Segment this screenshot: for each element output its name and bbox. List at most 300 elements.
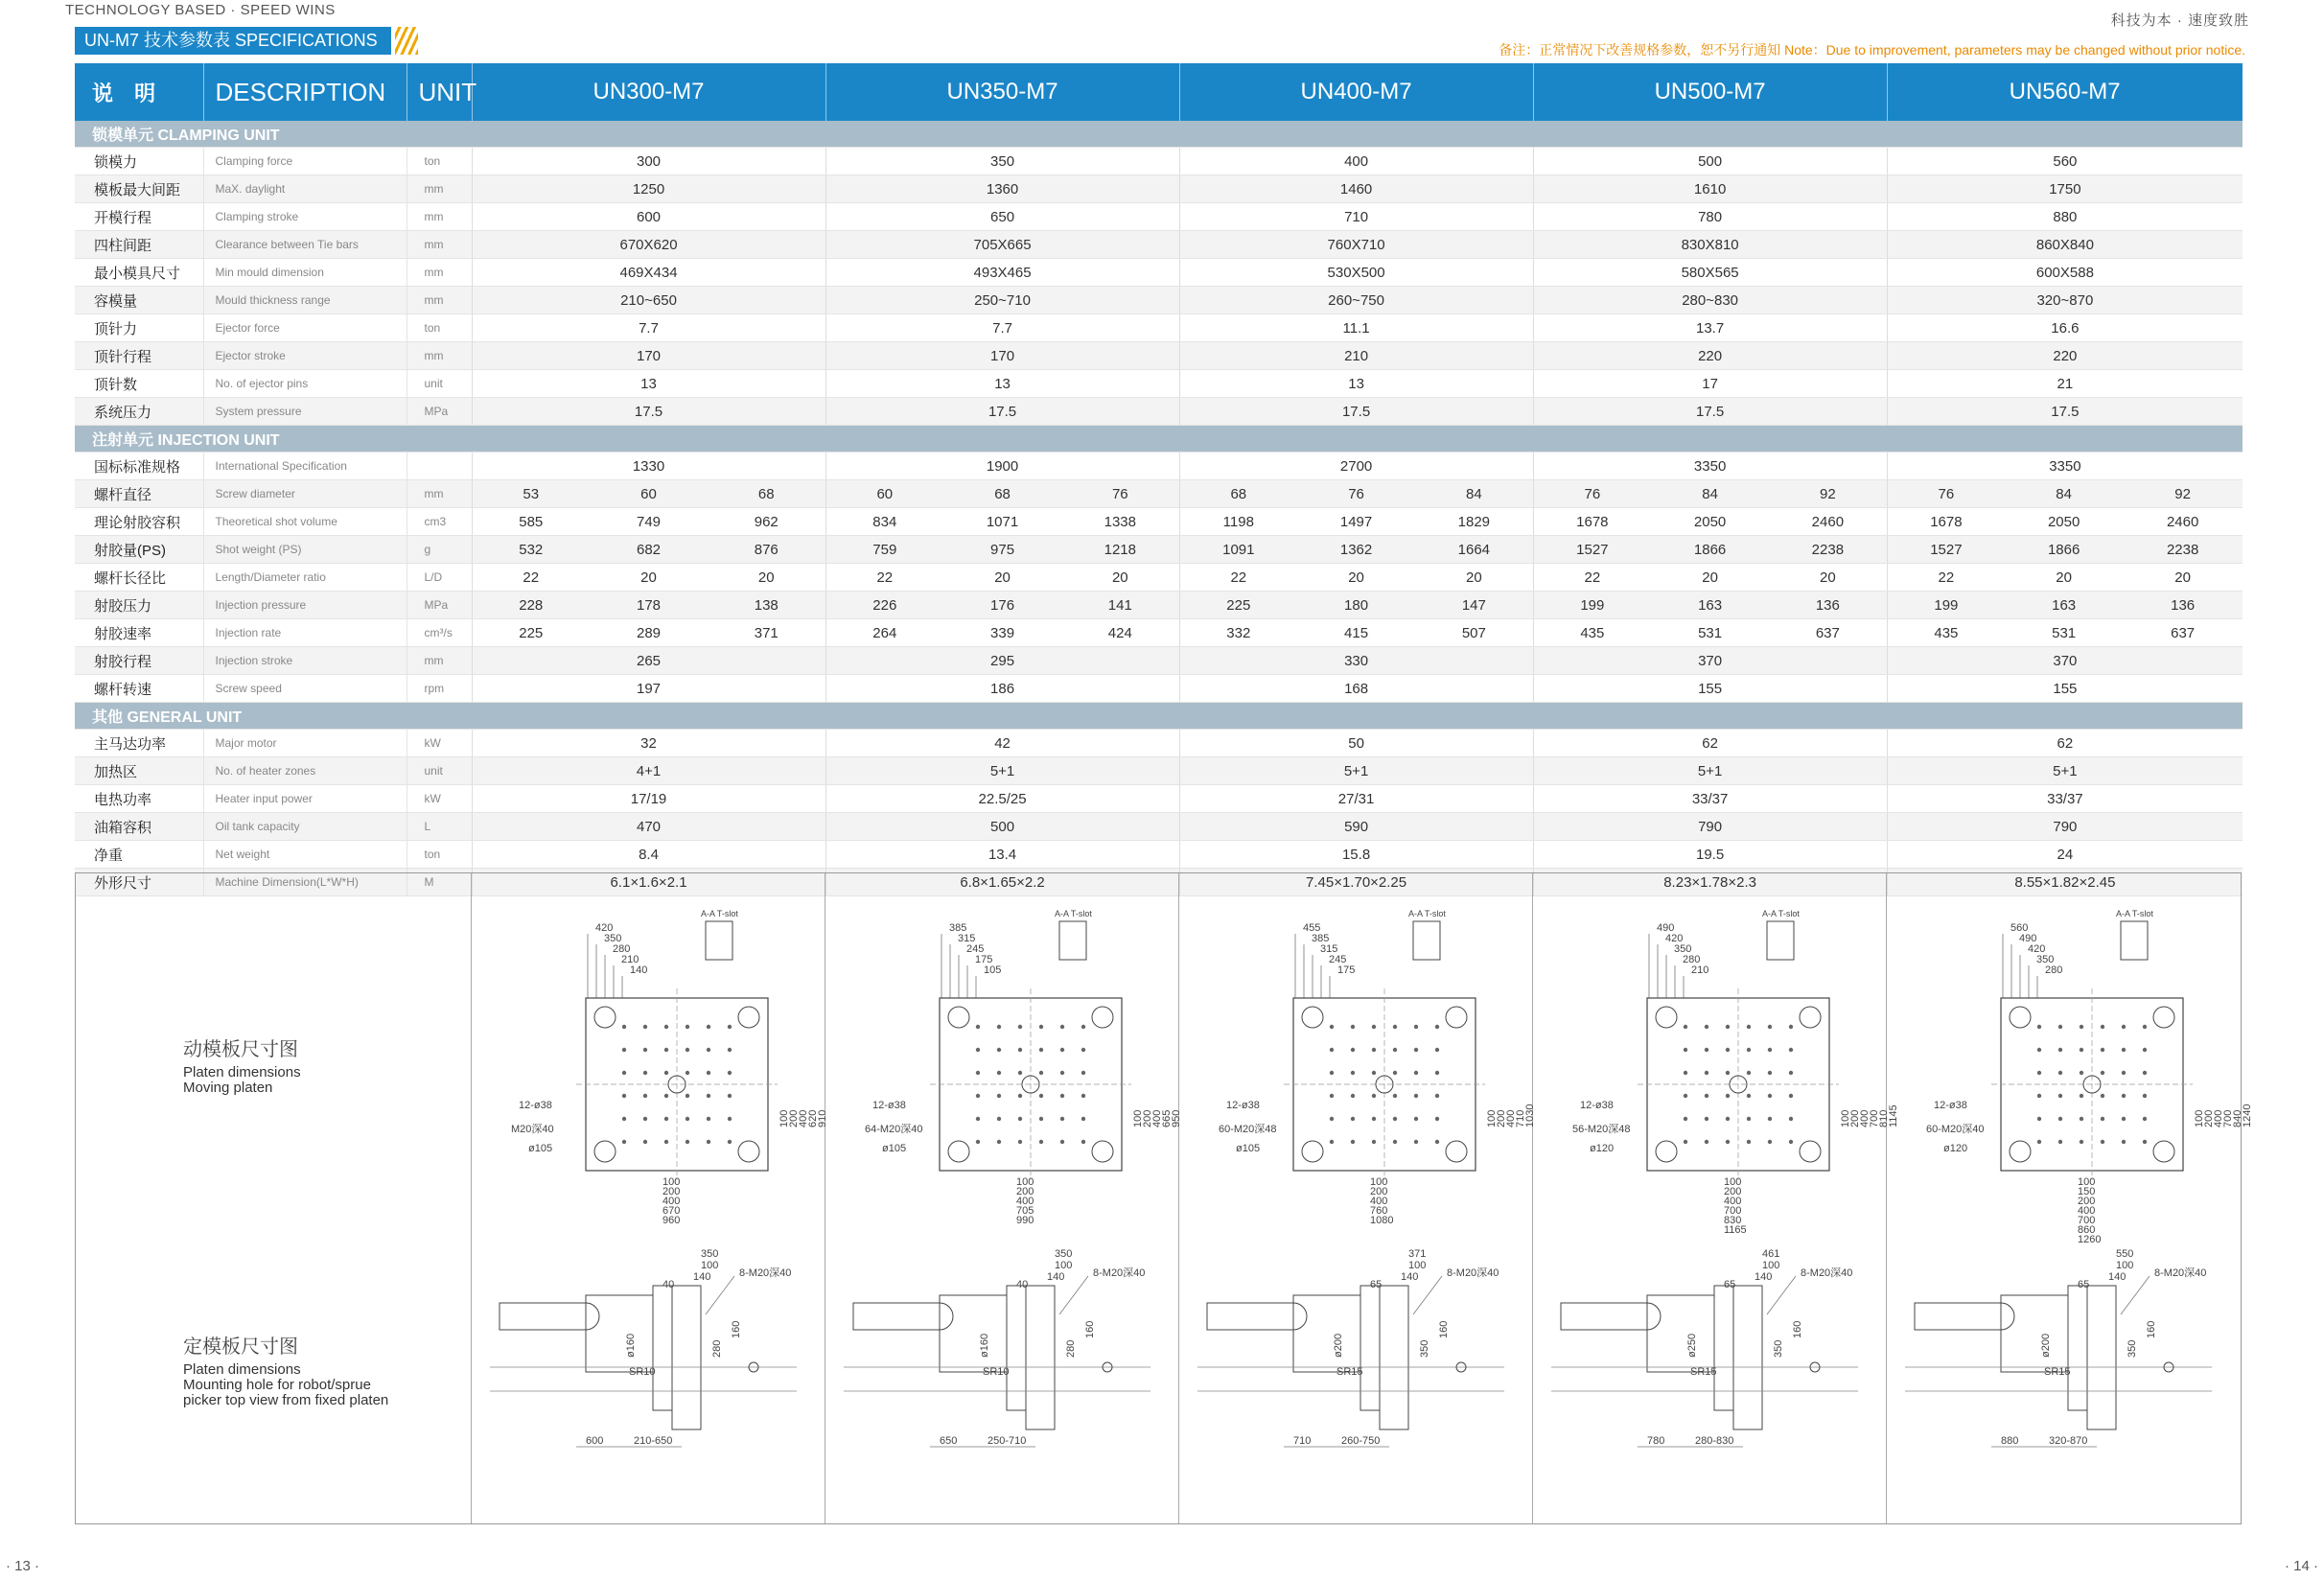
tie-bar-hole: [2153, 1007, 2174, 1028]
radius-label: SR15: [1690, 1366, 1717, 1378]
bolt-hole: [2037, 1140, 2041, 1144]
dim-label: 65: [1724, 1279, 1736, 1290]
dim-label: 40: [662, 1279, 675, 1290]
moving-platen-drawing: [1926, 909, 2253, 1245]
bolt-hole: [976, 1048, 980, 1052]
slogan: 科技为本 · 速度致胜: [2110, 12, 2249, 29]
dim-label: 40: [1016, 1279, 1029, 1290]
model-header: UN500-M7: [1533, 63, 1887, 121]
param-unit: L: [407, 813, 472, 841]
col-header-description: DESCRIPTION: [203, 63, 407, 121]
param-value: 76: [1887, 480, 2005, 508]
dim-label: 210-650: [634, 1435, 673, 1447]
tagline: TECHNOLOGY BASED · SPEED WINS: [65, 2, 336, 18]
tie-bar-hole: [1800, 1007, 1821, 1028]
bolt-hole: [707, 1025, 710, 1029]
diameter-label: ø250: [1686, 1333, 1698, 1358]
dim-label: 210: [621, 954, 639, 965]
param-value: 186: [825, 675, 1179, 703]
bolt-hole: [686, 1117, 689, 1121]
dim-label: 1080: [1370, 1215, 1394, 1226]
dim-label: 705: [1016, 1205, 1034, 1217]
bolt-hole: [1684, 1117, 1687, 1121]
dim-label: 960: [662, 1215, 681, 1226]
bolt-hole: [2058, 1071, 2062, 1075]
bolt-hole: [707, 1071, 710, 1075]
dim-label: 250-710: [988, 1435, 1027, 1447]
param-value: 22: [1887, 564, 2005, 592]
bolt-hole: [1351, 1094, 1355, 1098]
param-name-en: Injection rate: [203, 619, 407, 647]
dim-label: 600: [586, 1435, 604, 1447]
dim-label: 670: [662, 1205, 681, 1217]
bolt-hole: [2122, 1048, 2126, 1052]
bolt-hole: [1705, 1140, 1708, 1144]
dim-label: 100: [701, 1260, 719, 1271]
thread-hole-label: 8-M20深40: [2154, 1267, 2207, 1279]
param-value: 17/19: [472, 785, 825, 813]
tie-bar-hole: [1302, 1007, 1323, 1028]
param-value: 68: [1179, 480, 1297, 508]
bolt-hole: [622, 1094, 626, 1098]
dim-label: 350: [1674, 943, 1692, 955]
param-value: 600X588: [1887, 259, 2243, 287]
thread-hole-label: 60-M20深40: [1926, 1124, 1985, 1135]
bolt-hole: [664, 1071, 668, 1075]
dim-label: 160: [2146, 1320, 2157, 1338]
param-value: 590: [1179, 813, 1533, 841]
flange-outline: [1360, 1286, 1380, 1410]
bolt-hole: [2122, 1071, 2126, 1075]
nozzle-outline: [1561, 1303, 1661, 1330]
dim-label: 200: [662, 1186, 681, 1197]
dim-label: 400: [2213, 1109, 2224, 1127]
param-value: 22: [472, 564, 590, 592]
param-value: 147: [1415, 592, 1533, 619]
table-row: [75, 619, 2243, 647]
param-name-en: System pressure: [203, 398, 407, 426]
tie-bar-hole: [1092, 1007, 1113, 1028]
bolt-hole: [2101, 1140, 2104, 1144]
bolt-hole: [622, 1140, 626, 1144]
bolt-hole: [2143, 1025, 2147, 1029]
dim-label: 100: [1408, 1260, 1427, 1271]
param-value: 22: [1179, 564, 1297, 592]
param-value: 220: [1887, 342, 2243, 370]
dim-label: 100: [1486, 1109, 1498, 1127]
param-value: 68: [708, 480, 825, 508]
dim-label: 1145: [1888, 1104, 1899, 1127]
dim-label: 200: [1849, 1109, 1861, 1127]
param-value: 1338: [1061, 508, 1179, 536]
moving-platen-drawing: [1572, 909, 1899, 1236]
param-value: 1610: [1533, 175, 1887, 203]
bolt-hole: [1351, 1117, 1355, 1121]
bolt-hole: [1789, 1140, 1793, 1144]
bolt-hole: [1330, 1048, 1334, 1052]
diameter-label: ø160: [979, 1333, 990, 1358]
bolt-hole: [2080, 1025, 2083, 1029]
param-name-zh: 螺杆转速: [75, 675, 203, 703]
bolt-hole: [1060, 1025, 1064, 1029]
param-name-zh: 射胶速率: [75, 619, 203, 647]
dim-label: 100: [662, 1176, 681, 1188]
param-name-zh: 加热区: [75, 757, 203, 785]
bolt-hole: [1081, 1117, 1085, 1121]
bolt-hole: [1414, 1048, 1418, 1052]
param-value: 22: [1533, 564, 1651, 592]
bolt-hole: [622, 1025, 626, 1029]
section-clamping: [75, 121, 2243, 148]
fixed-platen-outline: [2087, 1286, 2116, 1429]
dim-label: 400: [1016, 1196, 1034, 1207]
fixed-platen-outline: [672, 1286, 701, 1429]
bolt-hole: [1039, 1117, 1043, 1121]
bolt-hole: [1684, 1048, 1687, 1052]
param-value: 5+1: [1179, 757, 1533, 785]
page-number-left: · 13 ·: [6, 1558, 40, 1574]
param-value: 415: [1297, 619, 1415, 647]
param-value: 710: [1179, 203, 1533, 231]
dim-label: 840: [2232, 1109, 2243, 1127]
moving-platen-sub1: Platen dimensions: [183, 1064, 301, 1080]
nozzle-outline: [1207, 1303, 1307, 1330]
bolt-hole: [622, 1048, 626, 1052]
bolt-hole: [1018, 1117, 1022, 1121]
dim-label: 560: [2010, 922, 2029, 934]
bolt-hole: [686, 1025, 689, 1029]
bolt-hole: [1393, 1117, 1397, 1121]
bolt-hole: [2058, 1048, 2062, 1052]
bolt-hole: [997, 1048, 1001, 1052]
param-value: 11.1: [1179, 314, 1533, 342]
bolt-hole: [2143, 1094, 2147, 1098]
bolt-hole: [2101, 1048, 2104, 1052]
dim-label: 455: [1303, 922, 1321, 934]
radius-label: SR10: [983, 1366, 1010, 1378]
param-unit: unit: [407, 370, 472, 398]
param-unit: ton: [407, 314, 472, 342]
param-value: 424: [1061, 619, 1179, 647]
param-name-zh: 容模量: [75, 287, 203, 314]
param-name-zh: 顶针力: [75, 314, 203, 342]
dim-label: 400: [1505, 1109, 1517, 1127]
dim-label: 260-750: [1341, 1435, 1381, 1447]
dim-label: 100: [1724, 1176, 1742, 1188]
table-row: [75, 508, 2243, 536]
bolt-hole: [1435, 1140, 1439, 1144]
param-name-zh: 射胶行程: [75, 647, 203, 675]
dim-label: 200: [1370, 1186, 1388, 1197]
param-name-zh: 外形尺寸: [75, 869, 203, 896]
bolt-hole: [1039, 1071, 1043, 1075]
bolt-hole: [1684, 1071, 1687, 1075]
param-value: 62: [1887, 730, 2243, 757]
dim-label: 65: [1370, 1279, 1383, 1290]
param-value: 1900: [825, 453, 1179, 480]
bolt-hole: [1018, 1071, 1022, 1075]
dim-label: 200: [2078, 1196, 2096, 1207]
tie-bar-hole: [1656, 1007, 1677, 1028]
param-value: 62: [1533, 730, 1887, 757]
param-unit: mm: [407, 287, 472, 314]
param-name-en: Screw speed: [203, 675, 407, 703]
param-name-zh: 螺杆长径比: [75, 564, 203, 592]
table-row: [75, 730, 2243, 757]
param-name-zh: 电热功率: [75, 785, 203, 813]
param-name-zh: 理论射胶容积: [75, 508, 203, 536]
param-value: 32: [472, 730, 825, 757]
dim-label: 461: [1762, 1248, 1780, 1260]
param-value: 199: [1887, 592, 2005, 619]
bolt-hole: [2101, 1094, 2104, 1098]
bolt-hole: [1414, 1140, 1418, 1144]
bolt-hole: [1039, 1048, 1043, 1052]
param-value: 530X500: [1179, 259, 1533, 287]
thread-hole-label: 60-M20深48: [1219, 1124, 1277, 1135]
thread-hole-label: 8-M20深40: [739, 1267, 792, 1279]
param-name-zh: 锁模力: [75, 148, 203, 175]
param-name-en: Net weight: [203, 841, 407, 869]
tie-bar-hole: [594, 1141, 616, 1162]
bolt-hole: [1351, 1140, 1355, 1144]
dim-label: 350: [2036, 954, 2055, 965]
platen-drawings-area: [75, 872, 2253, 1524]
param-value: 84: [1651, 480, 1769, 508]
bolt-hole: [707, 1140, 710, 1144]
param-value: 705X665: [825, 231, 1179, 259]
bolt-hole: [1789, 1094, 1793, 1098]
table-row: [75, 536, 2243, 564]
param-value: 1678: [1533, 508, 1651, 536]
bolt-hole: [2058, 1094, 2062, 1098]
bolt-hole: [728, 1048, 732, 1052]
param-value: 17: [1533, 370, 1887, 398]
table-row: [75, 342, 2243, 370]
section-title: 其他 GENERAL UNIT: [75, 703, 2243, 730]
param-unit: mm: [407, 203, 472, 231]
bolt-hole: [997, 1071, 1001, 1075]
param-name-zh: 螺杆直径: [75, 480, 203, 508]
bolt-hole: [997, 1094, 1001, 1098]
bolt-hole: [2143, 1048, 2147, 1052]
param-value: 8.4: [472, 841, 825, 869]
bolt-hole: [2122, 1025, 2126, 1029]
bolt-hole: [1726, 1048, 1730, 1052]
dim-label: 490: [2019, 933, 2037, 944]
param-value: 759: [825, 536, 943, 564]
param-value: 264: [825, 619, 943, 647]
bolt-hole: [2037, 1025, 2041, 1029]
param-name-en: Major motor: [203, 730, 407, 757]
bolt-hole: [707, 1117, 710, 1121]
slot-detail: [1413, 921, 1440, 960]
dim-label: 665: [1161, 1109, 1173, 1127]
param-value: 500: [825, 813, 1179, 841]
dim-label: 350: [1419, 1339, 1430, 1358]
bolt-hole: [643, 1140, 647, 1144]
bolt-hole: [1705, 1071, 1708, 1075]
param-value: 92: [2123, 480, 2243, 508]
thread-hole-label: 8-M20深40: [1801, 1267, 1853, 1279]
slot-label: A-A T-slot: [1055, 909, 1092, 918]
bolt-hole: [2143, 1071, 2147, 1075]
param-value: 1091: [1179, 536, 1297, 564]
bolt-hole: [1726, 1094, 1730, 1098]
dim-label: 880: [2001, 1435, 2019, 1447]
param-value: 155: [1533, 675, 1887, 703]
tie-bar-hole: [1302, 1141, 1323, 1162]
param-value: 834: [825, 508, 943, 536]
bolt-hole: [728, 1071, 732, 1075]
param-name-en: Heater input power: [203, 785, 407, 813]
table-row: [75, 592, 2243, 619]
fixed-platen-drawing: [844, 1248, 1150, 1447]
param-name-en: Clamping force: [203, 148, 407, 175]
param-value: 8.55×1.82×2.45: [1887, 869, 2243, 896]
bolt-hole: [1705, 1117, 1708, 1121]
bolt-hole: [707, 1094, 710, 1098]
tie-bar-hole: [948, 1141, 969, 1162]
param-value: 371: [708, 619, 825, 647]
dim-label: 350: [2126, 1339, 2138, 1358]
param-value: 2460: [2123, 508, 2243, 536]
model-header: UN350-M7: [825, 63, 1179, 121]
table-row: [75, 757, 2243, 785]
flange-outline: [2068, 1286, 2087, 1410]
bolt-hole: [1414, 1071, 1418, 1075]
bolt-hole: [1705, 1048, 1708, 1052]
param-value: 33/37: [1887, 785, 2243, 813]
param-unit: rpm: [407, 675, 472, 703]
param-value: 1330: [472, 453, 825, 480]
bolt-hole: [728, 1025, 732, 1029]
param-value: 975: [943, 536, 1061, 564]
param-value: 1829: [1415, 508, 1533, 536]
slot-detail: [1767, 921, 1794, 960]
bolt-hole: [2080, 1048, 2083, 1052]
param-value: 2238: [1769, 536, 1887, 564]
param-value: 20: [1415, 564, 1533, 592]
dim-label: 105: [984, 964, 1002, 976]
slot-label: A-A T-slot: [1408, 909, 1446, 918]
param-value: 22.5/25: [825, 785, 1179, 813]
param-value: 580X565: [1533, 259, 1887, 287]
bolt-hole: [1414, 1094, 1418, 1098]
param-value: 27/31: [1179, 785, 1533, 813]
param-value: 178: [590, 592, 708, 619]
param-value: 1527: [1887, 536, 2005, 564]
pitch-label: ø105: [882, 1143, 907, 1154]
bolt-hole: [643, 1071, 647, 1075]
dim-label: 200: [1496, 1109, 1507, 1127]
tie-bar-hole: [2010, 1141, 2031, 1162]
bolt-hole: [1060, 1071, 1064, 1075]
dim-label: 100: [1762, 1260, 1780, 1271]
dim-label: 650: [940, 1435, 958, 1447]
param-value: 280~830: [1533, 287, 1887, 314]
param-unit: mm: [407, 231, 472, 259]
param-value: 350: [825, 148, 1179, 175]
bolt-hole: [2122, 1117, 2126, 1121]
dim-label: 1240: [2242, 1104, 2253, 1127]
param-unit: mm: [407, 647, 472, 675]
dim-label: 830: [1724, 1215, 1742, 1226]
fixed-platen-drawing: [1197, 1248, 1504, 1447]
dim-label: 400: [798, 1109, 809, 1127]
param-value: 225: [472, 619, 590, 647]
param-name-en: Length/Diameter ratio: [203, 564, 407, 592]
param-unit: [407, 453, 472, 480]
param-value: 84: [2005, 480, 2123, 508]
dim-label: 620: [807, 1109, 819, 1127]
param-value: 1866: [2005, 536, 2123, 564]
param-name-en: Injection stroke: [203, 647, 407, 675]
bolt-hole: [1393, 1071, 1397, 1075]
param-value: 330: [1179, 647, 1533, 675]
bolt-hole: [643, 1025, 647, 1029]
param-value: 320~870: [1887, 287, 2243, 314]
param-name-zh: 主马达功率: [75, 730, 203, 757]
param-unit: cm3: [407, 508, 472, 536]
banner-stripes-icon: [395, 27, 418, 55]
param-value: 1678: [1887, 508, 2005, 536]
bolt-hole: [1414, 1117, 1418, 1121]
radius-label: SR15: [1336, 1366, 1363, 1378]
bolt-hole: [664, 1117, 668, 1121]
col-header-unit: UNIT: [407, 63, 472, 121]
param-name-en: Ejector force: [203, 314, 407, 342]
param-value: 2700: [1179, 453, 1533, 480]
param-value: 20: [708, 564, 825, 592]
dim-label: 550: [2116, 1248, 2134, 1260]
dim-label: 700: [2078, 1215, 2096, 1226]
param-unit: mm: [407, 175, 472, 203]
bolt-hole: [976, 1071, 980, 1075]
bolt-hole: [1372, 1094, 1376, 1098]
moving-platen-title: 动模板尺寸图: [183, 1039, 298, 1060]
dim-label: 140: [1755, 1271, 1773, 1283]
param-value: 16.6: [1887, 314, 2243, 342]
param-value: 790: [1887, 813, 2243, 841]
tie-bar-hole: [948, 1007, 969, 1028]
flange-outline: [1714, 1286, 1733, 1410]
bolt-hole: [664, 1094, 668, 1098]
bolt-hole: [2037, 1117, 2041, 1121]
dim-label: 280: [1065, 1339, 1077, 1358]
param-value: 76: [1061, 480, 1179, 508]
dim-label: 200: [1016, 1186, 1034, 1197]
param-value: 6.8×1.65×2.2: [825, 869, 1179, 896]
moving-platen-sub2: Moving platen: [183, 1080, 273, 1096]
fixed-platen-sub3: picker top view from fixed platen: [183, 1392, 389, 1408]
dim-label: 700: [2222, 1109, 2234, 1127]
param-value: 22: [825, 564, 943, 592]
thread-hole-label: M20深40: [511, 1124, 554, 1135]
param-value: 3350: [1887, 453, 2243, 480]
table-row: [75, 175, 2243, 203]
bolt-hole: [1747, 1048, 1751, 1052]
dim-label: 710: [1293, 1435, 1312, 1447]
bolt-hole: [707, 1048, 710, 1052]
param-value: 6.1×1.6×2.1: [472, 869, 825, 896]
param-name-en: Theoretical shot volume: [203, 508, 407, 536]
dim-label: 400: [1724, 1196, 1742, 1207]
param-value: 136: [2123, 592, 2243, 619]
param-value: 637: [2123, 619, 2243, 647]
bolt-hole: [1747, 1117, 1751, 1121]
bolt-hole: [1705, 1094, 1708, 1098]
